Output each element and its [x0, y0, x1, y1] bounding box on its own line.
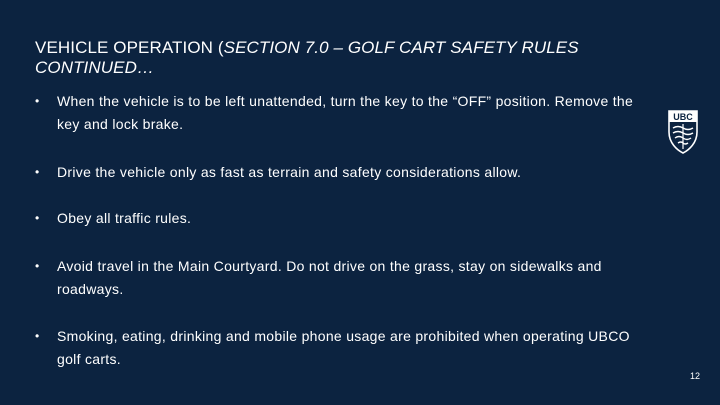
page-number: 12 — [689, 371, 700, 381]
logo-text: UBC — [673, 112, 693, 122]
bullet-text: Obey all traffic rules. — [57, 210, 192, 226]
bullet-point-icon: • — [35, 94, 40, 108]
bullet-point-icon: • — [35, 329, 40, 343]
slide-title-italic: SECTION 7.0 – GOLF CART SAFETY RULES CONTINUED… — [35, 38, 579, 77]
ubc-crest-logo — [668, 110, 698, 154]
bullet-item — [35, 161, 645, 184]
bullet-item — [35, 325, 645, 371]
bullet-text: When the vehicle is to be left unattended, turn the key to the “OFF” position. Remove the key and lock brake. — [57, 93, 634, 132]
bullet-point-icon: • — [35, 211, 40, 225]
bullet-item — [35, 90, 645, 136]
bullet-item — [35, 255, 645, 301]
bullet-point-icon: • — [35, 165, 40, 179]
slide-title-main: VEHICLE OPERATION ( — [35, 38, 224, 57]
bullet-item — [35, 207, 645, 230]
bullet-text: Drive the vehicle only as fast as terrain and safety considerations allow. — [57, 164, 522, 180]
slide-title — [35, 38, 635, 78]
bullet-text: Avoid travel in the Main Courtyard. Do not drive on the grass, stay on sidewalks and roadways. — [57, 258, 602, 297]
bullet-point-icon: • — [35, 259, 40, 273]
bullet-text: Smoking, eating, drinking and mobile phone usage are prohibited when operating UBCO golf carts. — [57, 328, 630, 367]
